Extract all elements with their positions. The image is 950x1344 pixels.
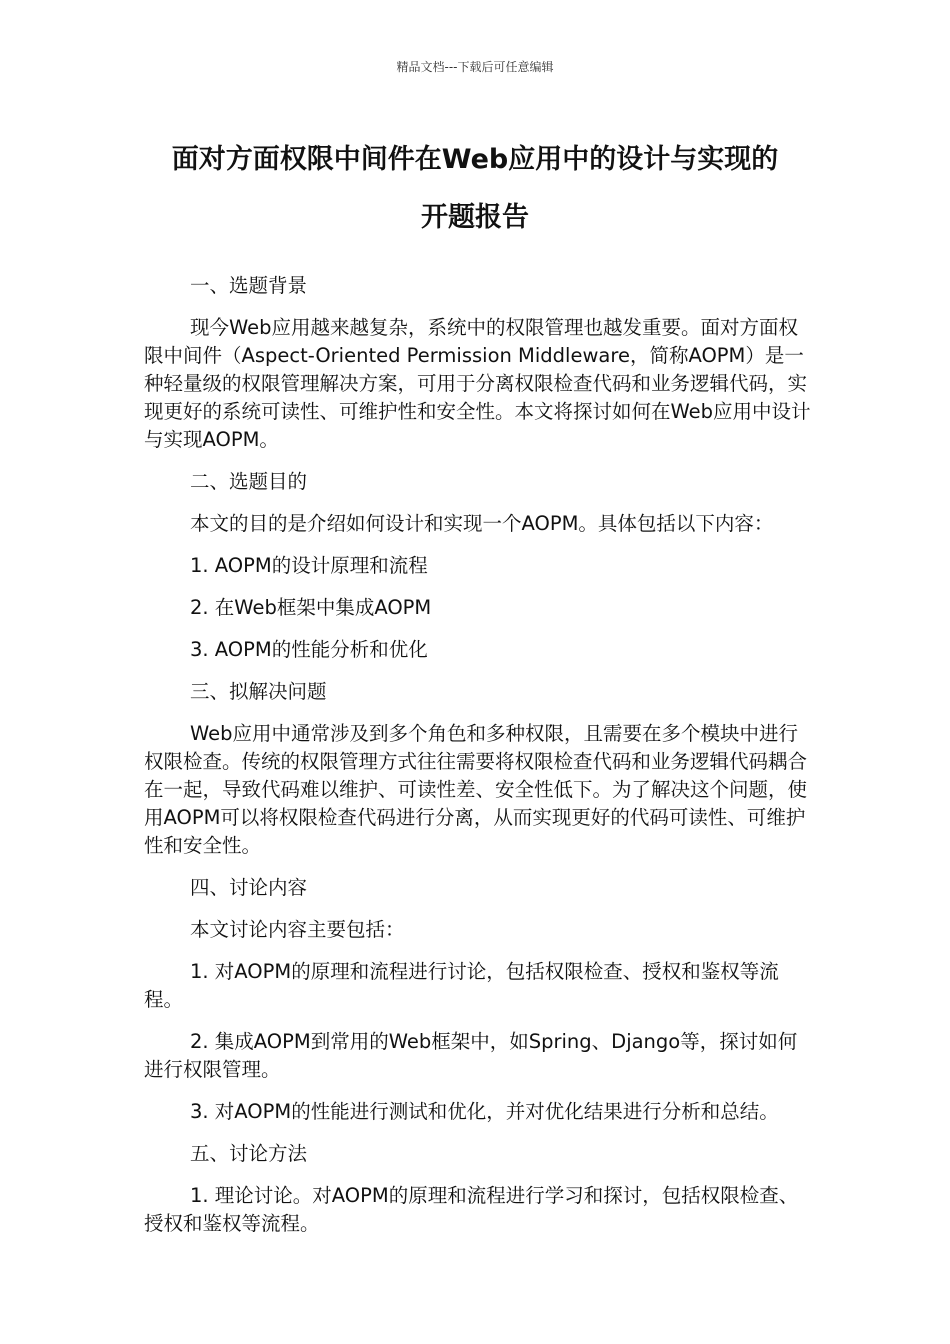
paragraph: 本文的目的是介绍如何设计和实现一个AOPM。具体包括以下内容： <box>190 512 774 535</box>
section-heading: 二、选题目的 <box>190 470 308 493</box>
paragraph: 现今Web应用越来越复杂，系统中的权限管理也越发重要。面对方面权限中间件（Aspect-Oriented Permission Middleware，简称AOPM）是一种轻量级的权限管理解决方案，可用于分离权限检查代码和业务逻辑代码，实现更好的系统可读性、可维护性和安全性。本文将探讨如何在Web应用中设计与实现AOPM。 <box>144 316 811 451</box>
section-heading: 一、选题背景 <box>190 274 308 297</box>
list-item: 1. 对AOPM的原理和流程进行讨论，包括权限检查、授权和鉴权等流程。 <box>144 960 779 1011</box>
list-item: 2. 在Web框架中集成AOPM <box>190 596 432 619</box>
section-heading: 四、讨论内容 <box>190 876 308 899</box>
section-heading: 五、讨论方法 <box>190 1142 308 1165</box>
list-item: 3. 对AOPM的性能进行测试和优化，并对优化结果进行分析和总结。 <box>190 1100 779 1123</box>
list-item: 1. 理论讨论。对AOPM的原理和流程进行学习和探讨，包括权限检查、授权和鉴权等流程。 <box>144 1184 799 1235</box>
paragraph: Web应用中通常涉及到多个角色和多种权限，且需要在多个模块中进行权限检查。传统的权限管理方式往往需要将权限检查代码和业务逻辑代码耦合在一起，导致代码难以维护、可读性差、安全性低下。为了解决这个问题，使用AOPM可以将权限检查代码进行分离，从而实现更好的代码可读性、可维护性和安全性。 <box>144 722 808 857</box>
list-item: 3. AOPM的性能分析和优化 <box>190 638 428 661</box>
list-item: 2. 集成AOPM到常用的Web框架中，如Spring、Django等，探讨如何进行权限管理。 <box>144 1030 798 1081</box>
header-note: 精品文档---下载后可任意编辑 <box>396 60 554 74</box>
list-item: 1. AOPM的设计原理和流程 <box>190 554 428 577</box>
section-heading: 三、拟解决问题 <box>190 680 327 703</box>
paragraph: 本文讨论内容主要包括： <box>190 918 405 941</box>
document-title-line-1: 面对方面权限中间件在Web应用中的设计与实现的 <box>171 144 779 175</box>
document-title-line-2: 开题报告 <box>421 202 529 233</box>
document-body <box>144 272 816 1252</box>
